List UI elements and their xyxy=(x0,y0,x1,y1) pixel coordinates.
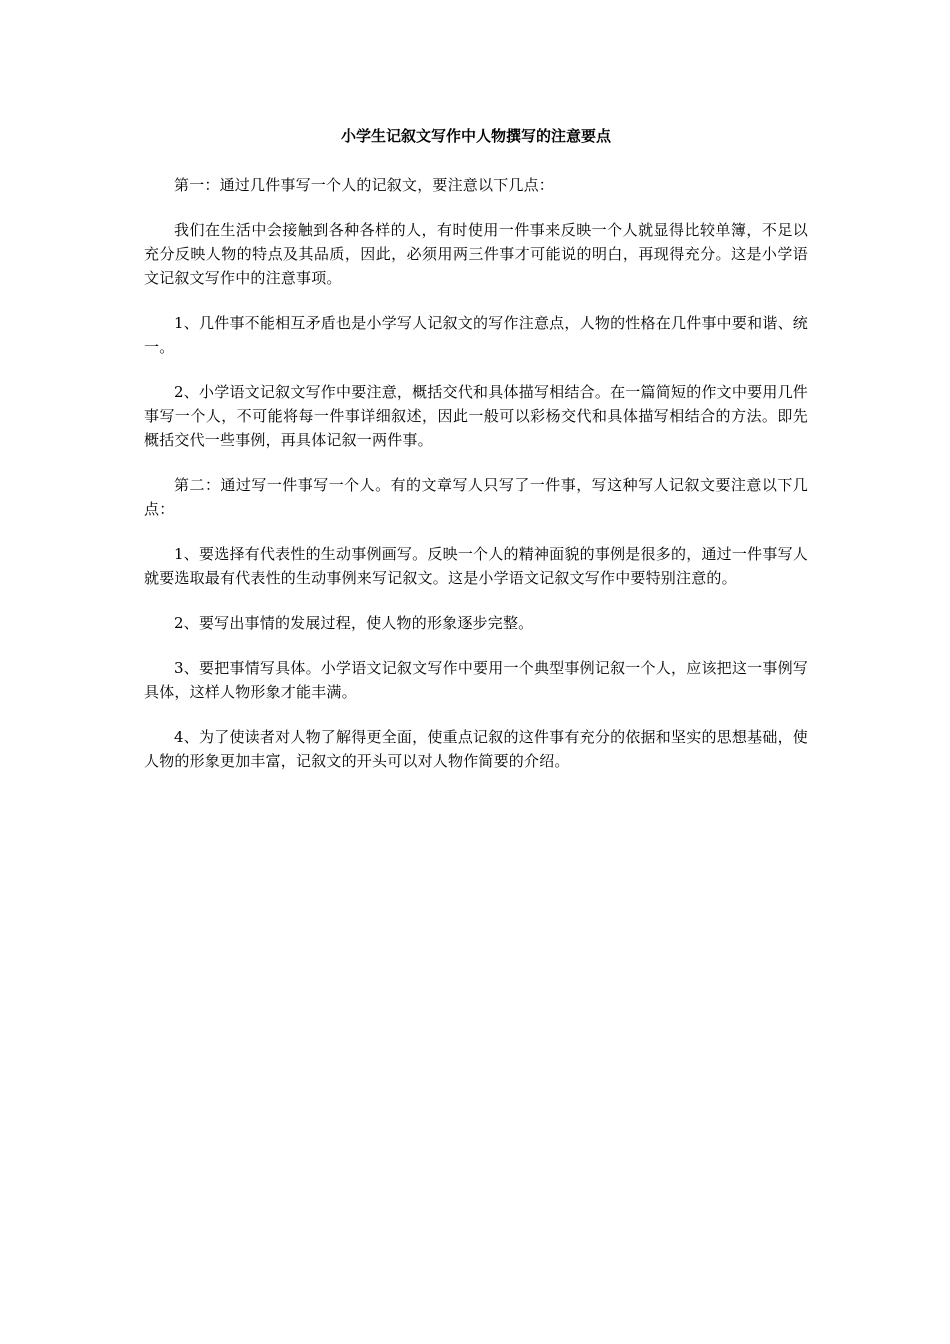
paragraph-part-one-point-2: 2、小学语文记叙文写作中要注意，概括交代和具体描写相结合。在一篇简短的作文中要用几件事写一个人，不可能将每一件事详细叙述，因此一般可以彩杨交代和具体描写相结合的方法。即先概括交代一些事例，再具体记叙一两件事。 xyxy=(144,383,808,449)
paragraph-part-one-explanation: 我们在生活中会接触到各种各样的人，有时使用一件事来反映一个人就显得比较单簿，不足以充分反映人物的特点及其品质，因此，必须用两三件事才可能说的明白，再现得充分。这是小学语文记叙文写作中的注意事项。 xyxy=(144,221,808,287)
paragraph-part-two-point-3: 3、要把事情写具体。小学语文记叙文写作中要用一个典型事例记叙一个人，应该把这一事例写具体，这样人物形象才能丰满。 xyxy=(144,659,808,701)
paragraph-part-two-point-1: 1、要选择有代表性的生动事例画写。反映一个人的精神面貌的事例是很多的，通过一件事写人就要选取最有代表性的生动事例来写记叙文。这是小学语文记叙文写作中要特别注意的。 xyxy=(144,545,808,587)
document-title: 小学生记叙文写作中人物撰写的注意要点 xyxy=(340,127,611,145)
paragraph-part-two-point-2: 2、要写出事情的发展过程，使人物的形象逐步完整。 xyxy=(174,614,534,632)
paragraph-part-two-point-4: 4、为了使读者对人物了解得更全面，使重点记叙的这件事有充分的依据和坚实的思想基础，使人物的形象更加丰富，记叙文的开头可以对人物作简要的介绍。 xyxy=(144,728,808,770)
paragraph-part-one-intro: 第一：通过几件事写一个人的记叙文，要注意以下几点： xyxy=(174,176,555,194)
paragraph-part-two-intro: 第二：通过写一件事写一个人。有的文章写人只写了一件事，写这种写人记叙文要注意以下几点： xyxy=(144,476,808,518)
paragraph-part-one-point-1: 1、几件事不能相互矛盾也是小学写人记叙文的写作注意点，人物的性格在几件事中要和谐、统一。 xyxy=(144,314,808,356)
document-body xyxy=(144,124,808,794)
